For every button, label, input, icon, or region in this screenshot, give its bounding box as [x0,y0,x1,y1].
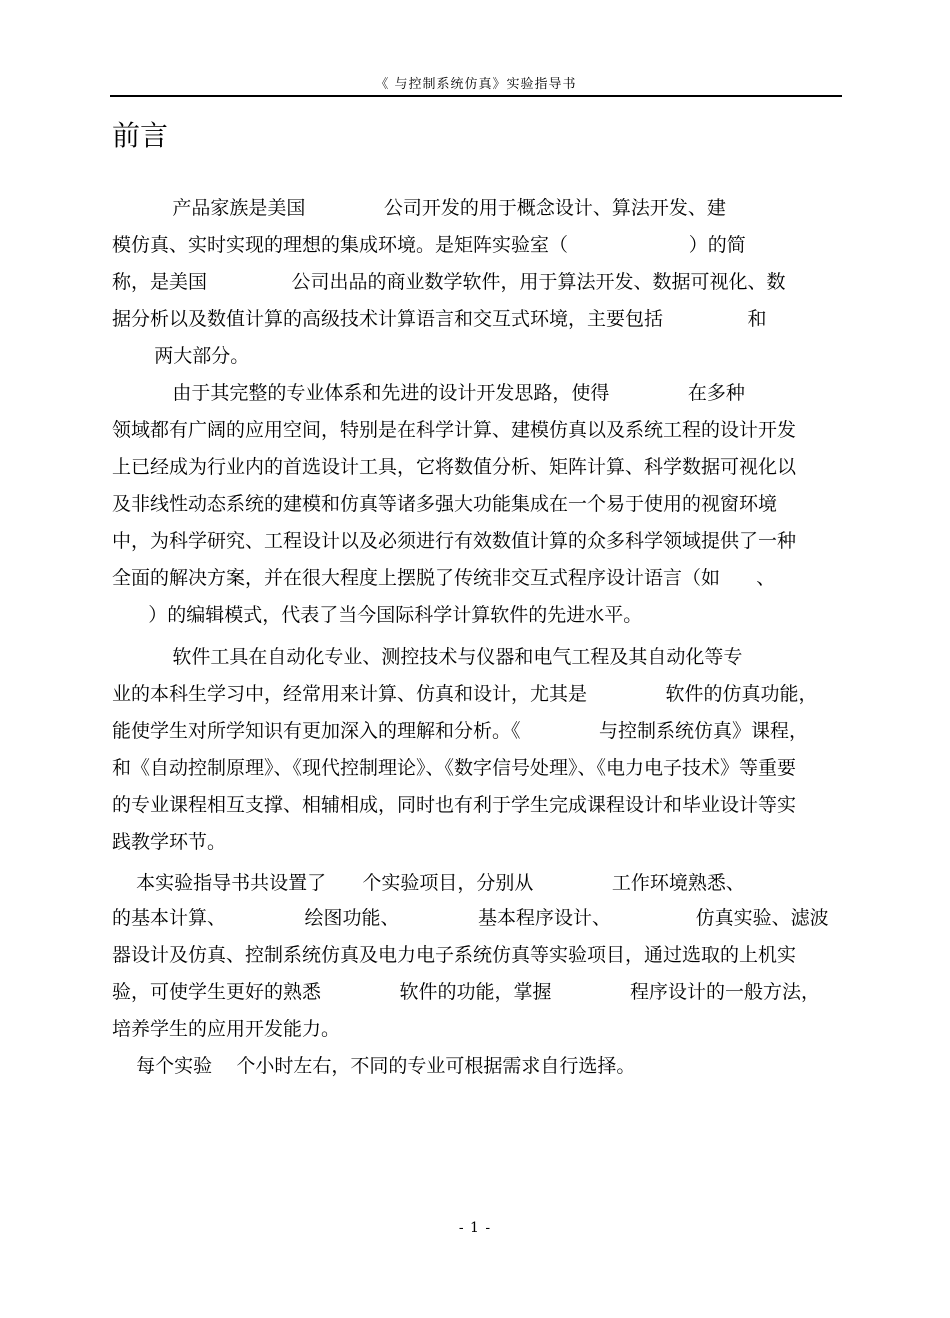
text-line: 和《自动控制原理》、《现代控制理论》、《数字信号处理》、《电力电子技术》等重要 [112,757,797,779]
text-line: 业的本科生学习中，经常用来计算、仿真和设计，尤其是 软件的仿真功能， [112,683,818,705]
text-line: ）的编辑模式，代表了当今国际科学计算软件的先进水平。 [112,604,643,626]
text-line: 称，是美国 公司出品的商业数学软件，用于算法开发、数据可视化、数 [112,271,786,293]
text-line: 据分析以及数值计算的高级技术计算语言和交互式环境，主要包括 和 [112,308,767,330]
text-line: 器设计及仿真、控制系统仿真及电力电子系统仿真等实验项目，通过选取的上机实 [112,944,797,966]
text-line: 上已经成为行业内的首选设计工具，它将数值分析、矩阵计算、科学数据可视化以 [112,456,797,478]
running-header: 《 与控制系统仿真》实验指导书 [375,77,577,92]
text-line: 培养学生的应用开发能力。 [112,1018,341,1040]
text-line: 由于其完整的专业体系和先进的设计开发思路，使得 在多种 [112,382,745,404]
header-rule [110,95,842,97]
page-number: - 1 - [458,1220,492,1236]
text-line: 软件工具在自动化专业、测控技术与仪器和电气工程及其自动化等专 [112,646,743,668]
text-line: 两大部分。 [112,345,250,367]
text-line: 模仿真、实时实现的理想的集成环境。是矩阵实验室（ ）的简 [112,234,746,256]
text-line: 的基本计算、 绘图功能、 基本程序设计、 仿真实验、滤波 [112,907,829,929]
page-title: 前言 [112,119,169,152]
text-line: 及非线性动态系统的建模和仿真等诸多强大功能集成在一个易于使用的视窗环境 [112,493,778,515]
text-line: 每个实验 个小时左右，不同的专业可根据需求自行选择。 [112,1055,636,1077]
text-line: 验，可使学生更好的熟悉 软件的功能，掌握 程序设计的一般方法， [112,981,821,1003]
text-line: 践教学环节。 [112,831,227,853]
text-line: 中，为科学研究、工程设计以及必须进行有效数值计算的众多科学领域提供了一种 [112,530,797,552]
text-line: 全面的解决方案，并在很大程度上摆脱了传统非交互式程序设计语言（如 、 [112,567,776,589]
text-line: 的专业课程相互支撑、相辅相成，同时也有利于学生完成课程设计和毕业设计等实 [112,794,797,816]
text-line: 产品家族是美国 公司开发的用于概念设计、算法开发、建 [112,197,726,219]
text-line: 本实验指导书共设置了 个实验项目，分别从 工作环境熟悉、 [112,872,745,894]
text-line: 领域都有广阔的应用空间，特别是在科学计算、建模仿真以及系统工程的设计开发 [112,419,797,441]
text-line: 能使学生对所学知识有更加深入的理解和分析。《 与控制系统仿真》课程， [112,720,809,742]
